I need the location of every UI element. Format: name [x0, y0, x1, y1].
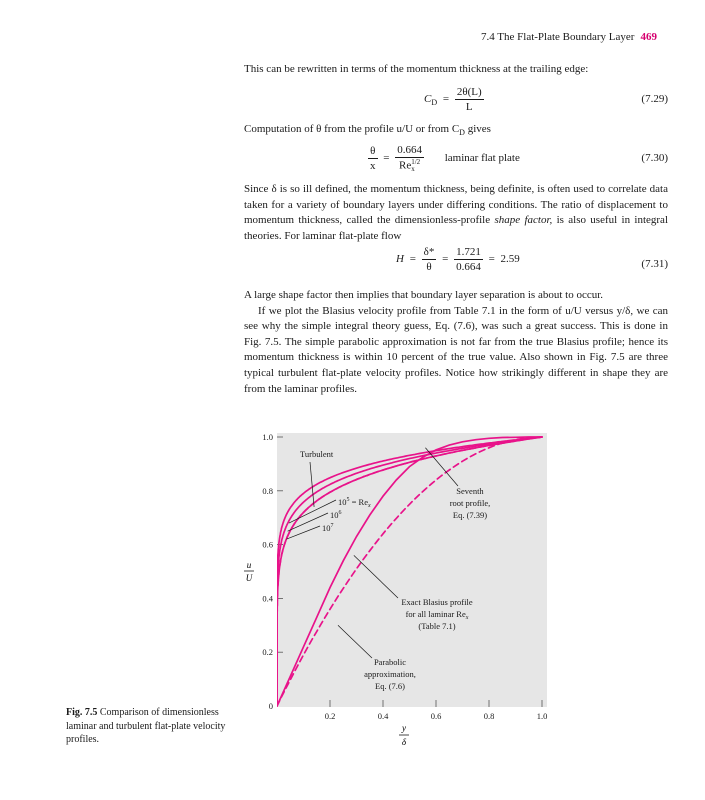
eq731-f2-num: 1.721 [456, 246, 481, 258]
paragraph-5-text: If we plot the Blasius velocity profile from Table 7.1 in the form of u/U versus y/δ, we can see why the simple integral theory guess, Eq. (7.6), was such a great success. This is done in Fig. 7.5. The simple parabolic approximation is not far from the true Blasius profile; hence its momentum thickness is within 10 percent of the true value. Also shown in Fig. 7.5 are three typical turbulent flat-plate velocity profiles. Notice how strikingly different in shape they are from the laminar profiles. [244, 304, 668, 395]
re5-base: 10 [338, 497, 347, 507]
y-axis-label [244, 560, 254, 583]
seventh-line-2: root profile, [449, 498, 491, 508]
equation-number-7-29: (7.29) [641, 93, 668, 105]
blasius-l2-text: for all laminar Re [405, 609, 466, 619]
page-number: 469 [640, 31, 657, 43]
re6-base: 10 [330, 510, 339, 520]
re5-sub: x [368, 503, 371, 509]
re7-base: 10 [322, 523, 331, 533]
eq731-lhs: H [396, 253, 404, 266]
equation-number-7-31: (7.31) [641, 258, 668, 270]
parabolic-line-3: Eq. (7.6) [375, 681, 405, 691]
eq730-lhs-den: x [370, 160, 376, 172]
paragraph-2-text: Computation of θ from the profile u/U or from C [244, 123, 460, 135]
x-tick-label: 0.2 [324, 711, 336, 721]
paragraph-2-end: gives [464, 123, 491, 135]
paragraph-3-emphasis: shape factor, [494, 214, 553, 227]
x-axis-label-den: δ [401, 737, 407, 747]
eq730-numerator: 0.664 [397, 144, 422, 156]
annotation-turbulent: Turbulent [300, 449, 334, 459]
caption-text: Comparison of dimensionless laminar and turbulent flat-plate velocity profiles. [66, 707, 226, 746]
eq729-lhs: C [424, 93, 432, 106]
y-axis-label-den: U [245, 573, 253, 583]
eq730-note: laminar flat plate [444, 152, 520, 165]
blasius-line-3: (Table 7.1) [418, 621, 456, 631]
x-tick-label: 0.4 [377, 711, 389, 721]
eq729-lhs-sub: D [431, 98, 438, 108]
x-axis-label [399, 723, 409, 747]
x-axis-label-num: y [402, 723, 406, 733]
paragraph-2-sub: D [459, 128, 465, 138]
parabolic-line-2: approximation, [364, 669, 416, 679]
paragraph-1-text: This can be rewritten in terms of the momentum thickness at the trailing edge: [244, 63, 589, 75]
caption-label: Fig. 7.5 [66, 707, 98, 718]
parabolic-line-1: Parabolic [373, 657, 407, 667]
eq730-re-sub: x [411, 165, 415, 173]
y-tick-label: 0.6 [262, 539, 273, 550]
eq731-f1-num: δ* [423, 246, 435, 258]
x-tick-label: 0.6 [430, 711, 442, 721]
y-tick-label: 1.0 [262, 432, 273, 442]
eq731-f2-den: 0.664 [456, 261, 481, 273]
figure-caption [66, 706, 238, 747]
y-tick-label: 0.4 [262, 593, 273, 604]
plot-background [277, 433, 547, 707]
x-tick-label: 0.8 [483, 711, 495, 721]
y-tick-label: 0.2 [262, 647, 273, 658]
y-axis-label-num: u [246, 560, 252, 570]
blasius-l2-sub: x [465, 615, 469, 621]
equation-7-30: $\frac{\theta}{x}$ = 0.664 Re 1/2 x laminar flat plate [370, 144, 520, 173]
re6-sup: 6 [338, 510, 342, 516]
re5-sup: 5 [346, 497, 350, 503]
eq730-re: Re [399, 159, 412, 172]
paragraph-3-text-b: is also useful in integral theories. For laminar flat-plate flow [244, 214, 668, 242]
eq730-lhs-num: θ [368, 145, 378, 159]
section-title: 7.4 The Flat-Plate Boundary Layer [481, 31, 635, 43]
blasius-line-1: Exact Blasius profile [401, 597, 473, 607]
equation-7-31: H = $\frac{\delta*}{\theta}$ = $\frac{1.721}{0.664}$ = 2.59 [396, 246, 520, 273]
equation-7-29: $C_D$ = $\frac{2\theta(L)}{L}$ [424, 86, 482, 113]
equation-number-7-30: (7.30) [641, 152, 668, 164]
eq729-numerator: 2θ(L) [456, 86, 482, 98]
paragraph-4-text: A large shape factor then implies that boundary layer separation is about to occur. [244, 289, 604, 301]
eq729-denominator: L [465, 101, 473, 113]
seventh-line-3: Eq. (7.39) [452, 510, 488, 520]
re7-sup: 7 [330, 523, 334, 529]
eq731-f1-den: θ [426, 261, 432, 273]
eq730-re-sup: 1/2 [411, 158, 421, 166]
paragraph-3-text-a: Since δ is so ill defined, the momentum thickness, being definite, is often used to correlate data taken for a variety of boundary layers under differing conditions. The ratio of displacement to momentum thickness, called the dimensionless-profile [244, 183, 668, 227]
y-tick-label: 0 [268, 701, 273, 711]
y-tick-label: 0.8 [262, 485, 273, 496]
re5-tail: = Re [349, 497, 368, 507]
eq731-result: 2.59 [500, 253, 520, 266]
seventh-line-1: Seventh [456, 486, 484, 496]
x-tick-label: 1.0 [536, 711, 548, 721]
